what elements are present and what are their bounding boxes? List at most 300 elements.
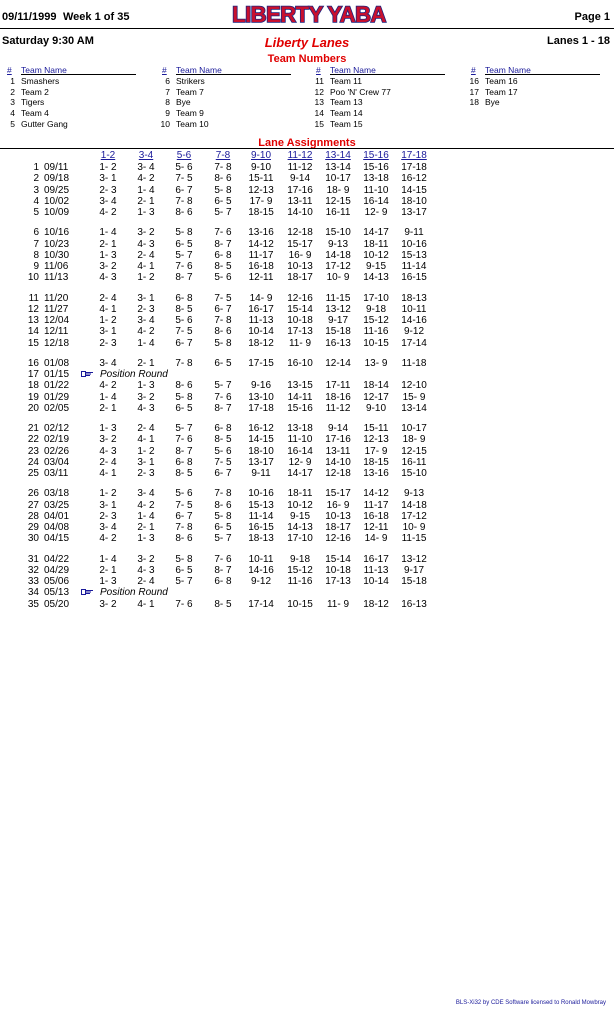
schedule-row bbox=[0, 587, 614, 598]
lane-header-label: 1-2 bbox=[100, 150, 116, 161]
lane-pairing: 10-15 bbox=[363, 337, 389, 349]
lane-pairing: 15-11 bbox=[363, 423, 389, 434]
week-number: 35 bbox=[27, 598, 39, 610]
lane-pairing: 8- 7 bbox=[214, 564, 232, 576]
week-number: 5 bbox=[33, 207, 39, 218]
lane-pairing: 16-11 bbox=[401, 456, 427, 468]
lane-pairing: 9-13 bbox=[403, 488, 424, 500]
lane-pairing: 14-13 bbox=[287, 522, 313, 533]
lane-pairing: 17-18 bbox=[401, 162, 427, 173]
lane-pairing: 8- 6 bbox=[214, 173, 232, 185]
software-footer: BLS-Xi32 by CDE Software licensed to Ronald Mowbray bbox=[455, 1000, 606, 1006]
team-name: Bye bbox=[176, 97, 191, 108]
svg-text:LIBERTY YABA: LIBERTY YABA bbox=[232, 3, 386, 26]
lane-pairing: 18-15 bbox=[248, 207, 274, 218]
schedule-row bbox=[0, 434, 614, 445]
lane-pairing: 11-15 bbox=[401, 533, 427, 545]
lane-pairing: 12-13 bbox=[248, 184, 274, 196]
lane-pairing: 4- 1 bbox=[137, 434, 155, 446]
lane-pairing: 8- 5 bbox=[175, 303, 193, 315]
lane-pairing: 7- 6 bbox=[175, 261, 193, 272]
schedule-row bbox=[0, 468, 614, 479]
lane-pairing: 13- 9 bbox=[364, 357, 388, 369]
lane-pairing: 1- 2 bbox=[137, 445, 155, 457]
lane-pairing: 4- 3 bbox=[137, 402, 155, 414]
lane-pairing: 5- 8 bbox=[175, 227, 193, 239]
lane-pairing: 10-17 bbox=[325, 173, 351, 185]
team-number: 16 bbox=[469, 76, 479, 86]
lane-pairing: 18-15 bbox=[363, 456, 389, 468]
schedule-row bbox=[0, 599, 614, 610]
lane-pairing: 17-16 bbox=[287, 184, 313, 196]
lane-header-label: 5-6 bbox=[176, 150, 192, 161]
week-number: 28 bbox=[27, 510, 39, 522]
lane-pairing: 5- 6 bbox=[214, 272, 232, 284]
lane-pairing: 8- 7 bbox=[175, 272, 193, 284]
lane-pairing: 16-17 bbox=[363, 553, 389, 565]
week-number: 31 bbox=[27, 553, 39, 565]
lane-pairing: 4- 2 bbox=[137, 326, 155, 338]
lane-header-label: 13-14 bbox=[325, 150, 351, 161]
week-date: 04/15 bbox=[44, 533, 70, 545]
lane-pairing: 1- 3 bbox=[99, 423, 117, 434]
lane-pairing: 13-12 bbox=[401, 553, 427, 565]
team-name: Tigers bbox=[21, 97, 45, 108]
team-number: 2 bbox=[10, 86, 15, 97]
header-rule bbox=[0, 28, 614, 29]
lane-pairing: 9-13 bbox=[327, 238, 348, 250]
lane-pairing: 14-17 bbox=[363, 227, 389, 239]
lane-pairing: 7- 8 bbox=[214, 488, 232, 500]
lane-pairing: 12- 9 bbox=[364, 207, 388, 218]
lane-pairing: 14-18 bbox=[325, 249, 351, 261]
week-date: 04/29 bbox=[44, 564, 70, 576]
lane-pairing: 8- 5 bbox=[175, 468, 193, 479]
lane-pairing: 5- 6 bbox=[175, 315, 193, 326]
week-number: 9 bbox=[33, 261, 39, 272]
team-number: 13 bbox=[314, 97, 324, 108]
lane-pairing: 11-14 bbox=[401, 261, 427, 272]
schedule-row bbox=[0, 261, 614, 272]
team-col-hash-header: # bbox=[316, 65, 321, 75]
lane-pairing: 18-17 bbox=[287, 272, 313, 284]
lane-pairing: 11-17 bbox=[363, 499, 389, 511]
lane-pairing: 13-10 bbox=[248, 391, 274, 403]
lane-pairing: 12-16 bbox=[325, 533, 351, 545]
lane-pairing: 2- 3 bbox=[99, 184, 117, 196]
lane-pairing: 9-12 bbox=[403, 326, 424, 338]
lane-pairing: 10-16 bbox=[248, 488, 274, 500]
lane-pairing: 15-10 bbox=[325, 227, 351, 239]
lane-pairing: 11- 9 bbox=[288, 337, 312, 349]
lane-pairing: 4- 3 bbox=[137, 564, 155, 576]
lane-pairing: 11-16 bbox=[363, 326, 389, 338]
lane-pairing: 4- 3 bbox=[99, 445, 117, 457]
lane-pairing: 6- 5 bbox=[175, 402, 193, 414]
week-date: 11/27 bbox=[44, 303, 69, 315]
lane-pairing: 17-12 bbox=[325, 261, 351, 272]
lane-pairing: 13-14 bbox=[401, 402, 427, 414]
lane-pairing: 9-15 bbox=[365, 261, 386, 272]
lane-pairing: 11-15 bbox=[325, 292, 351, 304]
schedule-row bbox=[0, 565, 614, 576]
lane-pairing: 1- 4 bbox=[137, 510, 155, 522]
team-name: Team 11 bbox=[330, 76, 362, 86]
team-number: 10 bbox=[160, 118, 170, 129]
lane-pairing: 13-17 bbox=[248, 456, 274, 468]
lane-pairing: 12-11 bbox=[248, 272, 274, 284]
lane-pairing: 12-10 bbox=[401, 380, 427, 392]
lane-pairing: 12-14 bbox=[325, 357, 351, 369]
lane-pairing: 7- 5 bbox=[214, 292, 232, 304]
week-date: 03/18 bbox=[44, 488, 70, 500]
lane-pairing: 7- 6 bbox=[175, 434, 193, 446]
lane-pairing: 14-16 bbox=[248, 564, 274, 576]
lane-pairing: 10-13 bbox=[287, 261, 313, 272]
week-date: 05/20 bbox=[44, 598, 70, 610]
lane-pairing: 9-16 bbox=[250, 380, 271, 392]
lane-pairing: 16-13 bbox=[325, 337, 351, 349]
lane-pairing: 1- 3 bbox=[137, 207, 155, 218]
lane-pairing: 8- 5 bbox=[214, 598, 232, 610]
team-name: Team 10 bbox=[176, 118, 209, 129]
lane-pairing: 10-17 bbox=[401, 423, 427, 434]
lane-pairing: 14-17 bbox=[287, 468, 313, 479]
lane-pairing: 14-16 bbox=[401, 315, 427, 326]
lane-pairing: 17-14 bbox=[248, 598, 274, 610]
team-name: Team 9 bbox=[176, 108, 204, 119]
lane-pairing: 11-18 bbox=[401, 357, 427, 369]
lane-pairing: 18-11 bbox=[363, 238, 389, 250]
lane-pairing: 8- 6 bbox=[214, 499, 232, 511]
lane-pairing: 6- 7 bbox=[214, 303, 232, 315]
team-name: Bye bbox=[485, 97, 500, 108]
week-date: 02/05 bbox=[44, 402, 70, 414]
lane-pairing: 9-14 bbox=[289, 173, 310, 185]
lane-pairing: 13-18 bbox=[287, 423, 313, 434]
lane-pairing: 9-10 bbox=[365, 402, 386, 414]
lane-pairing: 6- 8 bbox=[175, 456, 193, 468]
lane-pairing: 2- 4 bbox=[99, 292, 117, 304]
lane-pairing: 1- 3 bbox=[137, 380, 155, 392]
lane-pairing: 13-15 bbox=[287, 380, 313, 392]
lane-pairing: 3- 4 bbox=[137, 488, 155, 500]
team-number: 12 bbox=[314, 86, 324, 97]
team-name: Team 2 bbox=[21, 86, 49, 97]
lane-pairing: 2- 3 bbox=[137, 468, 155, 479]
lane-pairing: 16-13 bbox=[401, 598, 427, 610]
lane-pairing: 3- 4 bbox=[99, 522, 117, 533]
lane-pairing: 9-11 bbox=[404, 227, 424, 239]
lane-pairing: 5- 6 bbox=[214, 445, 232, 457]
lane-pairing: 3- 1 bbox=[137, 456, 155, 468]
lane-pairing: 15-17 bbox=[325, 488, 351, 500]
team-col-hash-header: # bbox=[162, 65, 167, 75]
week-number: 18 bbox=[27, 380, 39, 392]
lane-pairing: 8- 6 bbox=[175, 533, 193, 545]
lane-pairing: 1- 2 bbox=[99, 488, 117, 500]
lane-pairing: 2- 1 bbox=[137, 522, 155, 533]
lane-header bbox=[239, 150, 283, 161]
lane-pairing: 1- 3 bbox=[137, 533, 155, 545]
lane-pairing: 18-12 bbox=[363, 598, 389, 610]
lane-pairing: 9-10 bbox=[250, 162, 271, 173]
lane-pairing: 8- 6 bbox=[214, 326, 232, 338]
lane-pairing: 18- 9 bbox=[326, 184, 350, 196]
team-col-hash-header: # bbox=[471, 65, 476, 75]
week-date: 10/16 bbox=[44, 227, 70, 239]
lane-pairing: 6- 8 bbox=[214, 249, 232, 261]
schedule-row bbox=[0, 533, 614, 544]
team-number: 14 bbox=[314, 108, 324, 119]
lane-pairing: 6- 8 bbox=[214, 423, 232, 434]
schedule-row bbox=[0, 173, 614, 184]
week-date: 10/09 bbox=[44, 207, 70, 218]
lane-pairing: 6- 5 bbox=[214, 195, 232, 207]
lane-pairing: 14-10 bbox=[325, 456, 351, 468]
lane-pairing: 14-11 bbox=[287, 391, 313, 403]
team-col-hash-header: # bbox=[7, 65, 12, 75]
lane-assignments-rule bbox=[0, 148, 614, 149]
lane-pairing: 10-18 bbox=[325, 564, 351, 576]
lane-pairing: 4- 2 bbox=[99, 380, 117, 392]
week-number: 10 bbox=[27, 272, 39, 284]
week-date: 10/02 bbox=[44, 195, 70, 207]
lane-pairing: 12-18 bbox=[325, 468, 351, 479]
lane-pairing: 3- 1 bbox=[99, 326, 117, 338]
lane-pairing: 6- 7 bbox=[175, 337, 193, 349]
lane-pairing: 13-16 bbox=[248, 227, 274, 239]
week-date: 12/04 bbox=[44, 315, 70, 326]
team-col-rule bbox=[176, 74, 291, 75]
schedule-row bbox=[0, 423, 614, 434]
lane-pairing: 5- 6 bbox=[175, 488, 193, 500]
lane-pairing: 18-11 bbox=[287, 488, 313, 500]
lane-pairing: 13-14 bbox=[325, 162, 351, 173]
week-date: 04/08 bbox=[44, 522, 70, 533]
lane-pairing: 16-10 bbox=[287, 357, 313, 369]
lane-pairing: 15-14 bbox=[325, 553, 351, 565]
team-name: Team 15 bbox=[330, 118, 363, 129]
lane-pairing: 10- 9 bbox=[326, 272, 350, 284]
lane-pairing: 8- 7 bbox=[214, 402, 232, 414]
schedule-row bbox=[0, 446, 614, 457]
week-number: 4 bbox=[33, 195, 39, 207]
week-date: 01/08 bbox=[44, 357, 70, 369]
week-number: 27 bbox=[27, 499, 39, 511]
lane-pairing: 8- 6 bbox=[175, 380, 193, 392]
lane-pairing: 1- 4 bbox=[99, 227, 117, 239]
team-number: 17 bbox=[469, 86, 479, 97]
team-number: 1 bbox=[10, 76, 15, 86]
team-name: Smashers bbox=[21, 76, 60, 86]
lane-pairing: 14-18 bbox=[401, 499, 427, 511]
lane-pairing: 15-12 bbox=[287, 564, 313, 576]
lane-pairing: 7- 8 bbox=[175, 357, 193, 369]
lane-pairing: 6- 7 bbox=[175, 510, 193, 522]
week-date: 01/22 bbox=[44, 380, 70, 392]
lane-pairing: 14- 9 bbox=[364, 533, 388, 545]
lane-pairing: 10- 9 bbox=[402, 522, 426, 533]
lane-pairing: 7- 5 bbox=[175, 499, 193, 511]
lane-pairing: 2- 3 bbox=[99, 337, 117, 349]
lane-pairing: 6- 8 bbox=[214, 576, 232, 587]
week-date: 09/18 bbox=[44, 173, 70, 185]
lane-pairing: 13-11 bbox=[287, 195, 313, 207]
schedule-row bbox=[0, 380, 614, 391]
lane-pairing: 17-13 bbox=[325, 576, 351, 587]
lane-pairing: 4- 2 bbox=[99, 207, 117, 218]
report-date: 09/11/1999 bbox=[2, 11, 57, 23]
lane-pairing: 15-14 bbox=[287, 303, 313, 315]
week-number: 3 bbox=[33, 184, 39, 196]
lane-pairing: 3- 4 bbox=[99, 357, 117, 369]
lane-pairing: 15-10 bbox=[401, 468, 427, 479]
schedule-row bbox=[0, 162, 614, 173]
week-number: 26 bbox=[27, 488, 39, 500]
lane-pairing: 13-12 bbox=[325, 303, 351, 315]
lane-pairing: 3- 1 bbox=[99, 499, 117, 511]
lane-pairing: 10-13 bbox=[325, 510, 351, 522]
lane-pairing: 12-15 bbox=[401, 445, 427, 457]
lane-pairing: 11-16 bbox=[287, 576, 313, 587]
lane-pairing: 4- 3 bbox=[137, 238, 155, 250]
lane-pairing: 14-10 bbox=[287, 207, 313, 218]
lane-pairing: 14-15 bbox=[248, 434, 274, 446]
lane-pairing: 14- 9 bbox=[249, 292, 273, 304]
team-number: 15 bbox=[314, 118, 324, 129]
lane-pairing: 11-12 bbox=[325, 402, 351, 414]
center-name: Liberty Lanes bbox=[264, 35, 350, 50]
week-number: 23 bbox=[27, 445, 39, 457]
team-name: Team 14 bbox=[330, 108, 363, 119]
week-number: 25 bbox=[27, 468, 39, 479]
lane-pairing: 11- 9 bbox=[326, 598, 350, 610]
team-name: Strikers bbox=[176, 76, 205, 86]
lane-pairing: 5- 8 bbox=[175, 391, 193, 403]
week-number: 7 bbox=[33, 238, 39, 250]
lane-pairing: 15-13 bbox=[248, 499, 274, 511]
week-indicator: Week 1 of 35 bbox=[63, 11, 130, 23]
lane-pairing: 9-11 bbox=[251, 468, 271, 479]
week-date: 10/30 bbox=[44, 249, 70, 261]
schedule-row bbox=[0, 511, 614, 522]
lane-pairing: 3- 4 bbox=[99, 195, 117, 207]
schedule-row bbox=[0, 293, 614, 304]
lane-pairing: 10-15 bbox=[287, 598, 313, 610]
team-number: 18 bbox=[469, 97, 479, 108]
lane-pairing: 17- 9 bbox=[249, 195, 273, 207]
lane-header-label: 9-10 bbox=[250, 150, 271, 161]
lane-pairing: 18-13 bbox=[401, 292, 427, 304]
lane-pairing: 2- 3 bbox=[137, 303, 155, 315]
lane-pairing: 8- 5 bbox=[214, 261, 232, 272]
lane-pairing: 1- 2 bbox=[137, 272, 155, 284]
team-number: 7 bbox=[165, 86, 170, 97]
week-date: 01/15 bbox=[44, 369, 70, 380]
lane-pairing: 16-14 bbox=[363, 195, 389, 207]
lane-pairing: 3- 2 bbox=[137, 553, 155, 565]
lane-pairing: 11-10 bbox=[287, 434, 313, 446]
lane-pairing: 15-18 bbox=[325, 326, 351, 338]
position-round-label: Position Round bbox=[100, 587, 168, 599]
lane-pairing: 10-12 bbox=[287, 499, 313, 511]
lane-pairing: 5- 7 bbox=[175, 576, 193, 587]
week-date: 11/06 bbox=[44, 261, 69, 272]
lane-pairing: 17- 9 bbox=[364, 445, 388, 457]
lane-pairing: 14-13 bbox=[363, 272, 389, 284]
lane-pairing: 4- 2 bbox=[137, 499, 155, 511]
lane-pairing: 3- 2 bbox=[99, 434, 117, 446]
lane-pairing: 15-13 bbox=[401, 249, 427, 261]
lane-pairing: 5- 8 bbox=[214, 337, 232, 349]
lane-pairing: 12-18 bbox=[287, 227, 313, 239]
week-date: 09/25 bbox=[44, 184, 70, 196]
week-date: 03/04 bbox=[44, 456, 70, 468]
week-number: 33 bbox=[27, 576, 39, 587]
lane-pairing: 12-16 bbox=[287, 292, 313, 304]
lane-pairing: 7- 5 bbox=[175, 326, 193, 338]
lane-pairing: 3- 4 bbox=[137, 162, 155, 173]
schedule-row bbox=[0, 554, 614, 565]
lane-pairing: 7- 5 bbox=[214, 456, 232, 468]
schedule-row bbox=[0, 250, 614, 261]
lane-pairing: 16-18 bbox=[363, 510, 389, 522]
lane-pairing: 1- 3 bbox=[99, 249, 117, 261]
lane-pairing: 7- 6 bbox=[214, 553, 232, 565]
lane-pairing: 2- 3 bbox=[99, 510, 117, 522]
lane-pairing: 18-16 bbox=[325, 391, 351, 403]
lane-pairing: 16-12 bbox=[248, 423, 274, 434]
team-col-rule bbox=[330, 74, 445, 75]
lane-pairing: 17-14 bbox=[401, 337, 427, 349]
lane-pairing: 17-10 bbox=[287, 533, 313, 545]
week-date: 02/26 bbox=[44, 445, 70, 457]
lane-pairing: 18-10 bbox=[248, 445, 274, 457]
schedule-row bbox=[0, 358, 614, 369]
lane-pairing: 4- 2 bbox=[99, 533, 117, 545]
week-date: 01/29 bbox=[44, 391, 70, 403]
lane-pairing: 16-12 bbox=[401, 173, 427, 185]
lane-pairing: 4- 1 bbox=[137, 261, 155, 272]
lane-pairing: 1- 2 bbox=[99, 162, 117, 173]
lane-pairing: 15-12 bbox=[363, 315, 389, 326]
week-number: 29 bbox=[27, 522, 39, 533]
team-name: Team 13 bbox=[330, 97, 363, 108]
lane-pairing: 5- 8 bbox=[175, 553, 193, 565]
lane-pairing: 2- 1 bbox=[137, 357, 155, 369]
position-round-label: Position Round bbox=[100, 369, 168, 380]
lane-pairing: 1- 3 bbox=[99, 576, 117, 587]
lane-pairing: 8- 7 bbox=[214, 238, 232, 250]
lane-pairing: 11-13 bbox=[363, 564, 389, 576]
week-number: 24 bbox=[27, 456, 39, 468]
lane-pairing: 9-18 bbox=[365, 303, 386, 315]
lane-pairing: 8- 7 bbox=[175, 445, 193, 457]
lane-pairing: 17-16 bbox=[325, 434, 351, 446]
lane-pairing: 3- 2 bbox=[137, 391, 155, 403]
lane-pairing: 7- 6 bbox=[214, 391, 232, 403]
team-number: 11 bbox=[315, 76, 324, 86]
week-date: 10/23 bbox=[44, 238, 70, 250]
lane-pairing: 13-17 bbox=[401, 207, 427, 218]
lane-pairing: 9-15 bbox=[289, 510, 310, 522]
week-date: 03/11 bbox=[44, 468, 69, 479]
lane-pairing: 9-17 bbox=[327, 315, 348, 326]
lane-pairing: 5- 8 bbox=[214, 184, 232, 196]
lane-pairing: 2- 4 bbox=[137, 423, 155, 434]
lane-pairing: 3- 2 bbox=[99, 598, 117, 610]
